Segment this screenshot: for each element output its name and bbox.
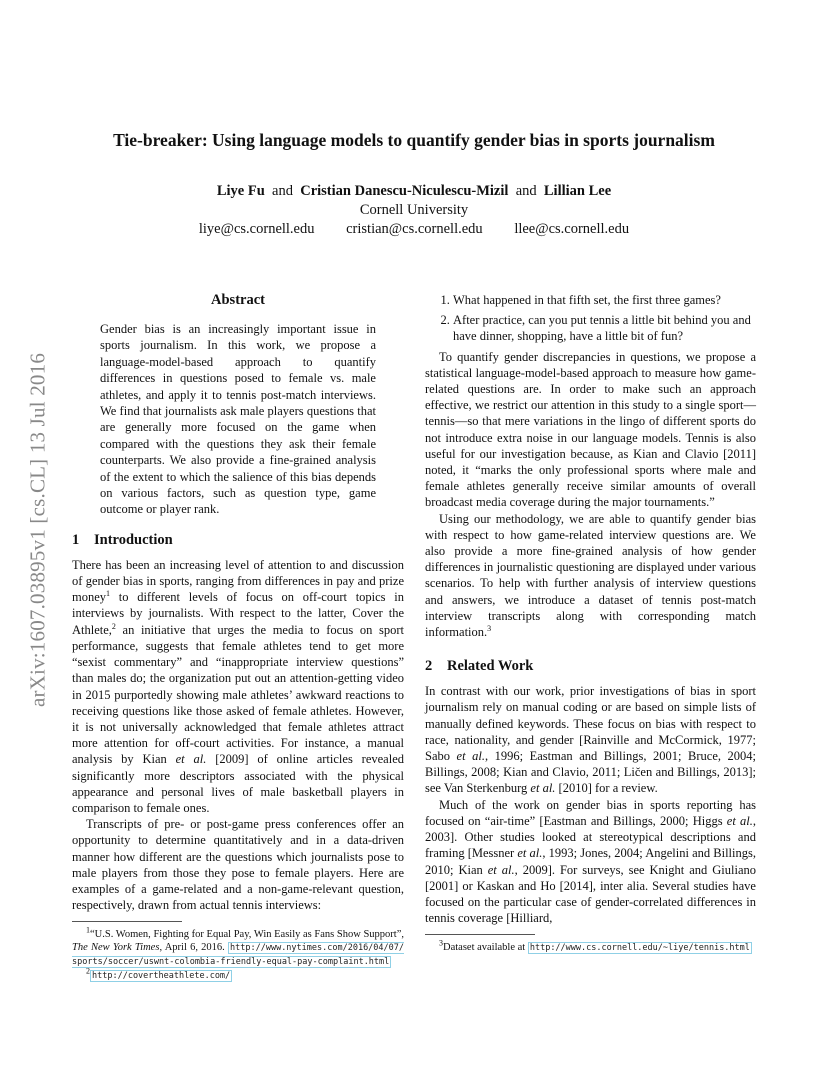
affiliation: Cornell University <box>359 202 469 218</box>
footnote-link[interactable]: http://www.cs.cornell.edu/~liye/tennis.html <box>529 943 750 954</box>
footnote-1: $^1$“U.S. Women, Fighting for Equal Pay, Win Easily as Fans Show Support”, The New York Times, April 6, 2016. http://www.nytimes.com/2016/04/07/sports/soccer/uswnt-colombia-friendly-equal-pay-complaint.html <box>72 925 405 968</box>
footnote-rule <box>72 921 182 922</box>
abstract-text: Gender bias is an increasingly important issue in sports journalism. In this work, we propose a language-model-based approach to quantify differences in questions posed to female vs. male athletes, and apply it to tennis post-match interviews. We find that journalists ask male players questions that are generally more focused on the game when compared with the questions they ask their female counterparts. We also provide a fine-grained analysis of the extent to which the salience of this bias depends on various factors, such as question type, game outcome or player rank. <box>100 322 376 517</box>
intro-paragraph-1: There has been an increasing level of attention to and discussion of gender bias in sports, ranging from differences in pay and prize money$^1$ to different levels of focus on off-court topics in interviews by journalists. With respect to the latter, Cover the Athlete,$^2$ an initiative that urges the media to focus on sport performance, suggests that female athletes tend to get more “sexist commentary” and “inappropriate interview questions” than males do; the organization put out an attention-getting video in 2015 purportedly showing male athletes’ awkward reactions to receiving questions like those asked of female athletes. However, it is not universally acknowledged that female athletes attract more attention for off-court activities. For instance, a manual analysis by Kian et al. [2009] of online articles revealed significantly more descriptors associated with the physical appearance and personal lives of male basketball players in comparison to female ones. <box>72 557 404 815</box>
author-email: cristian@cs.cornell.edu <box>346 221 483 237</box>
footnote-3: $^3$Dataset available at http://www.cs.cornell.edu/~liye/tennis.html <box>439 938 750 954</box>
footnote-mark[interactable]: 1 <box>106 589 111 599</box>
left-column <box>72 292 404 983</box>
section-number: 2 <box>425 658 433 675</box>
right-paragraph-2: Using our methodology, we are able to quantify gender bias with respect to how game-related interview questions are. We also provide a more fine-grained analysis of how gender differences in journalistic questioning are displayed under various scenarios. To help with further analysis of interview questions and answers, we introduce a dataset of tennis post-match interview transcripts along with corresponding match information.$^3$ <box>425 511 756 640</box>
right-paragraph-1: To quantify gender discrepancies in questions, we propose a statistical language-model-based approach to measure how game-related questions are. In order to make such an approach effective, we restrict our attention in this study to a single sport—tennis—so that mere variations in the lingo of different sports do not introduce extra noise in our language models. Tennis is also useful for our investigation because, as Kian and Clavio [2011] noted, it “marks the only professional sports where male and female athletes generally receive similar amounts of overall broadcast media coverage during the major tournaments.” <box>425 349 756 510</box>
author-name: Lillian Lee <box>543 183 612 199</box>
author-block <box>60 182 768 239</box>
footnote-link[interactable]: http://www.nytimes.com/2016/04/07/sports/soccer/uswnt-colombia-friendly-equal-pay-complaint.html <box>72 943 405 968</box>
author-name: Liye Fu <box>216 183 265 199</box>
right-column <box>425 292 756 955</box>
author-joiner: and <box>272 183 293 199</box>
footnote-rule <box>425 934 535 935</box>
section-number: 1 <box>72 531 80 548</box>
arxiv-watermark <box>25 295 50 765</box>
footnote-2: $^2$ http://covertheathlete.com/ <box>86 966 231 982</box>
section-title: Introduction <box>94 531 173 548</box>
abstract-heading: Abstract <box>211 292 265 308</box>
footnote-link[interactable]: http://covertheathlete.com/ <box>92 971 231 982</box>
paper-title: Tie-breaker: Using language models to quantify gender bias in sports journalism <box>113 130 715 150</box>
author-email: llee@cs.cornell.edu <box>514 221 630 237</box>
intro-paragraph-2: Transcripts of pre- or post-game press conferences offer an opportunity to determine quantitatively and in a data-driven manner how different are the questions which journalists pose to male players from those they pose to female players. Here are examples of a game-related and a non-game-relevant question, respectively, drawn from actual tennis interviews: <box>72 817 404 913</box>
section-heading-introduction <box>72 532 404 549</box>
list-item: 2. After practice, can you put tennis a little bit behind you and have dinner, shopping, have a little bit of fun? <box>453 312 756 344</box>
list-item: 1. What happened in that fifth set, the first three games? <box>453 292 756 308</box>
arxiv-id: arXiv:1607.03895v1 [cs.CL] 13 Jul 2016 <box>25 352 50 708</box>
author-joiner: and <box>515 183 537 199</box>
author-emails <box>60 220 768 239</box>
footnote-mark[interactable]: 3 <box>487 623 492 633</box>
related-paragraph-1: In contrast with our work, prior investigations of bias in sport journalism rely on manual coding or are based on simple lists of manually defined keywords. These focus on bias with respect to race, nationality, and gender [Rainville and McCormick, 1977; Sabo et al., 1996; Eastman and Billings, 2001; Bruce, 2004; Billings, 2008; Kian and Clavio, 2011; Ličen and Billings, 2013]; see Van Sterkenburg et al. [2010] for a review. <box>425 684 757 796</box>
section-heading-related-work <box>425 658 756 675</box>
section-title: Related Work <box>447 658 534 675</box>
author-name: Cristian Danescu-Niculescu-Mizil <box>300 183 509 199</box>
footnote-mark[interactable]: 2 <box>111 621 116 631</box>
related-paragraph-2: Much of the work on gender bias in sports reporting has focused on “air-time” [Eastman and Billings, 2000; Higgs et al., 2003]. Other studies looked at stereotypical descriptions and framing [Messner et al., 1993; Jones, 2004; Angelini and Billings, 2010; Kian et al., 2009]. For surveys, see Knight and Giuliano [2001] or Kaskan and Ho [2014], inter alia. Several studies have focused on the particular case of gender-correlated differences in tennis coverage [Hilliard, <box>425 797 757 926</box>
example-questions-list <box>425 292 756 345</box>
author-email: liye@cs.cornell.edu <box>198 221 315 237</box>
